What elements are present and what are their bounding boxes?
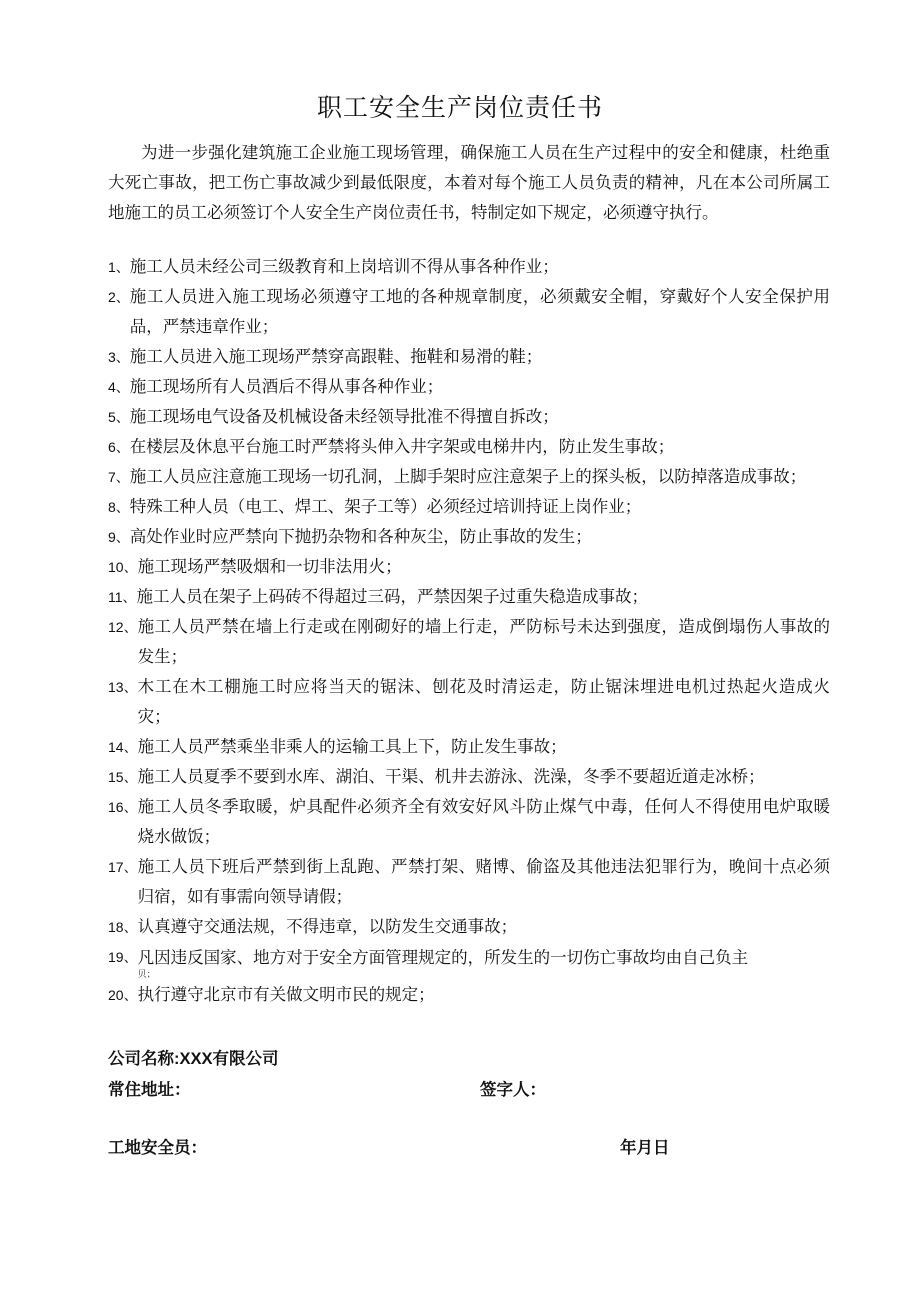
rule-item [108, 792, 830, 852]
rule-item [108, 342, 830, 372]
rule-text: 施工现场严禁吸烟和一切非法用火； [137, 557, 402, 576]
intro-paragraph: 为进一步强化建筑施工企业施工现场管理，确保施工人员在生产过程中的安全和健康，杜绝重大死亡事故，把工伤亡事故减少到最低限度，本着对每个施工人员负责的精神，凡在本公司所属工地施工的员工必须签订个人安全生产岗位责任书，特制定如下规定，必须遵守执行。 [108, 143, 830, 222]
rule-item [108, 980, 830, 1010]
rule-text: 施工人员在架子上码砖不得超过三码，严禁因架子过重失稳造成事故； [136, 587, 649, 606]
rule-item [108, 432, 830, 462]
rule-item [108, 732, 830, 762]
rule-number: 4、 [108, 379, 130, 395]
rule-text: 施工人员进入施工现场必须遵守工地的各种规章制度，必须戴安全帽，穿戴好个人安全保护用品，严禁违章作业； [129, 287, 830, 336]
address-field-label: 常住地址： [108, 1081, 191, 1099]
rule-text: 施工人员未经公司三级教育和上岗培训不得从事各种作业； [129, 257, 559, 276]
rule-text: 在楼层及休息平台施工时严禁将头伸入井字架或电梯井内，防止发生事故； [129, 437, 675, 456]
rule-item [108, 252, 830, 282]
rule-text: 施工现场电气设备及机械设备未经领导批准不得擅自拆改； [129, 407, 559, 426]
rule-item [108, 372, 830, 402]
safety-officer-field-label: 工地安全员： [108, 1139, 207, 1157]
rule-text: 施工人员冬季取暖，炉具配件必须齐全有效安好风斗防止煤气中毒，任何人不得使用电炉取暖烧水做饭； [137, 797, 830, 846]
document-title: 职工安全生产岗位责任书 [316, 93, 603, 122]
rule-number: 12、 [108, 619, 138, 635]
rule-text: 凡因违反国家、地方对于安全方面管理规定的，所发生的一切伤亡事故均由自己负主 [137, 948, 749, 967]
rules-list [108, 252, 830, 1010]
rule-number: 3、 [108, 349, 130, 365]
rule-text: 认真遵守交通法规，不得违章，以防发生交通事故； [137, 917, 518, 936]
rule-item [108, 462, 830, 492]
rule-text: 施工现场所有人员酒后不得从事各种作业； [129, 377, 444, 396]
rule-text: 木工在木工棚施工时应将当天的锯沫、刨花及时清运走，防止锯沫埋进电机过热起火造成火灾； [137, 677, 830, 726]
rule-text: 施工人员应注意施工现场一切孔洞，上脚手架时应注意架子上的探头板，以防掉落造成事故； [129, 467, 807, 486]
rule-item [108, 672, 830, 732]
rule-number: 8、 [108, 499, 130, 515]
rule-item [108, 582, 830, 612]
rule-item [108, 402, 830, 432]
rule-item [108, 552, 830, 582]
rule-text: 施工人员下班后严禁到街上乱跑、严禁打架、赌博、偷盗及其他违法犯罪行为，晚间十点必须归宿，如有事需向领导请假； [137, 857, 830, 906]
rule-text: 施工人员夏季不要到水库、湖泊、干渠、机井去游泳、洗澡，冬季不要超近道走冰桥； [137, 767, 765, 786]
rule-number: 10、 [108, 559, 138, 575]
rule-text: 执行遵守北京市有关做文明市民的规定； [137, 985, 435, 1004]
rule-item [108, 762, 830, 792]
rule-text: 施工人员严禁乘坐非乘人的运输工具上下，防止发生事故； [137, 737, 567, 756]
rule-number: 14、 [108, 739, 138, 755]
rule-text-wrap [138, 942, 830, 980]
rule-number: 13、 [108, 679, 138, 695]
date-field-label: 年月日 [620, 1139, 670, 1157]
rule-item [108, 852, 830, 912]
rule-item [108, 912, 830, 942]
rule-number: 18、 [108, 919, 138, 935]
rule-text: 施工人员严禁在墙上行走或在刚砌好的墙上行走，严防标号未达到强度，造成倒塌伤人事故的发生； [137, 617, 830, 666]
rule-text: 施工人员进入施工现场严禁穿高跟鞋、拖鞋和易滑的鞋； [129, 347, 543, 366]
rule-item [108, 612, 830, 672]
rule-number: 16、 [108, 799, 138, 815]
rule-number: 20、 [108, 987, 138, 1003]
rule-number: 11、 [108, 589, 137, 605]
company-name-field: 公司名称:XXX有限公司 [108, 1050, 279, 1068]
rule-text: 高处作业时应严禁向下抛扔杂物和各种灰尘，防止事故的发生； [129, 527, 592, 546]
rule-number: 2、 [108, 289, 130, 305]
rule-number: 5、 [108, 409, 130, 425]
rule-number: 9、 [108, 529, 130, 545]
rule-number: 1、 [108, 259, 130, 275]
signer-field-label: 签字人： [480, 1081, 546, 1099]
rule-item [108, 942, 830, 980]
rule-number: 15、 [108, 769, 138, 785]
rule-item [108, 492, 830, 522]
rule-note: 贝； [137, 970, 156, 980]
rule-item [108, 282, 830, 342]
rule-number: 19、 [108, 949, 138, 965]
rule-number: 7、 [108, 469, 130, 485]
rule-number: 6、 [108, 439, 130, 455]
rule-text: 特殊工种人员（电工、焊工、架子工等）必须经过培训持证上岗作业； [129, 497, 642, 516]
rule-item [108, 522, 830, 552]
rule-number: 17、 [108, 859, 138, 875]
